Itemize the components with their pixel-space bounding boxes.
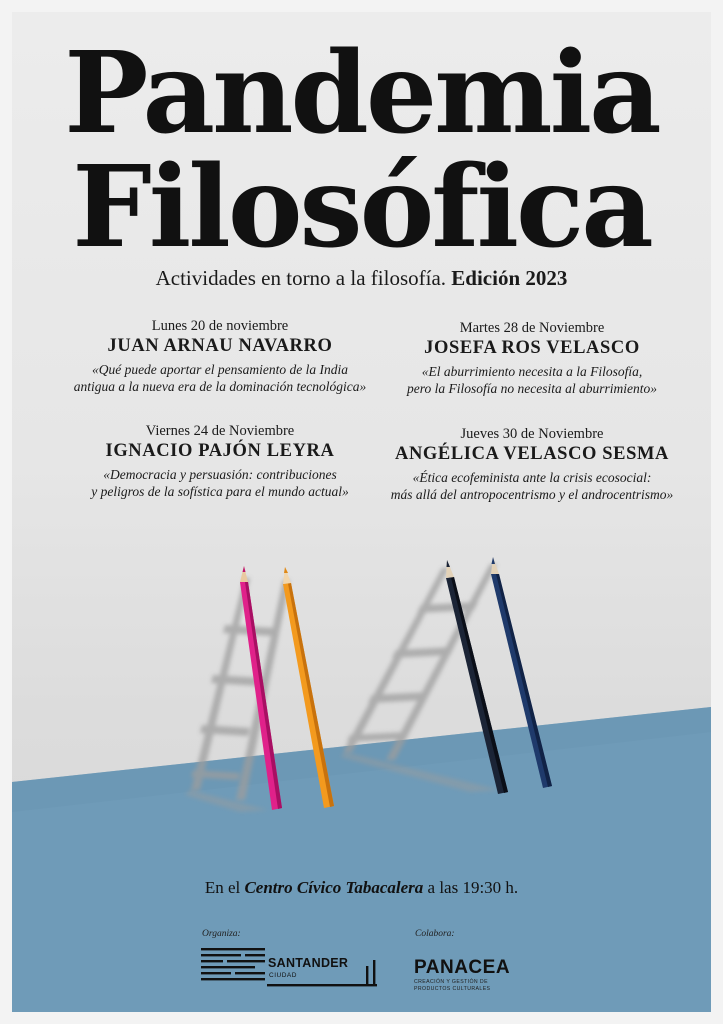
event-talk — [40, 361, 400, 395]
event-4 — [352, 426, 712, 503]
event-3 — [40, 423, 400, 500]
venue-prefix: En el — [204, 878, 241, 897]
event-talk-line: «Ética ecofeminista ante la crisis ecosocial: — [412, 470, 652, 485]
colabora-label: Colabora: — [415, 929, 455, 939]
pencil-icon — [491, 557, 552, 788]
event-date: Viernes 24 de Noviembre — [145, 423, 295, 439]
event-talk-line: más allá del antropocentrismo y el androcentrismo» — [390, 487, 674, 502]
panacea-logo-sub: CREACIÓN Y GESTIÓN DE PRODUCTOS CULTURALES — [414, 979, 491, 992]
event-talk — [352, 469, 712, 503]
event-date: Lunes 20 de noviembre — [151, 318, 289, 334]
event-speaker: IGNACIO PAJÓN LEYRA — [105, 441, 335, 461]
event-talk-line: pero la Filosofía no necesita al aburrimiento» — [407, 381, 657, 396]
organiza-label: Organiza: — [202, 929, 241, 939]
title-line-1: Pandemia — [64, 28, 659, 159]
title-line-2: Filosófica — [72, 142, 651, 273]
venue-place: Centro Cívico Tabacalera — [244, 878, 424, 897]
event-talk-line: «El aburrimiento necesita a la Filosofía, — [421, 364, 643, 379]
santander-logo-sub: CIUDAD — [269, 972, 297, 979]
event-talk-line: antigua a la nueva era de la dominación tecnológica» — [73, 379, 367, 394]
event-speaker: JOSEFA ROS VELASCO — [424, 338, 640, 358]
subtitle — [0, 266, 723, 291]
event-speaker: JUAN ARNAU NAVARRO — [107, 336, 333, 356]
subtitle-text: Actividades en torno a la filosofía. — [155, 266, 447, 290]
event-talk — [40, 466, 400, 500]
subtitle-edition: Edición 2023 — [451, 266, 568, 290]
event-talk-line: «Qué puede aportar el pensamiento de la India — [91, 362, 349, 377]
pencil-icon — [283, 567, 334, 808]
event-date: Jueves 30 de Noviembre — [460, 426, 604, 442]
venue-line — [0, 878, 723, 898]
panacea-logo-name: PANACEA — [414, 957, 511, 978]
venue-suffix: a las 19:30 h. — [427, 878, 519, 897]
event-talk-line: y peligros de la sofística para el mundo actual» — [91, 484, 349, 499]
event-talk — [372, 363, 692, 397]
event-date: Martes 28 de Noviembre — [459, 320, 605, 336]
event-speaker: ANGÉLICA VELASCO SESMA — [395, 444, 669, 464]
event-2 — [372, 320, 692, 397]
event-talk-line: «Democracia y persuasión: contribuciones — [103, 467, 337, 482]
santander-logo-name: SANTANDER — [268, 956, 349, 970]
event-1 — [40, 318, 400, 395]
